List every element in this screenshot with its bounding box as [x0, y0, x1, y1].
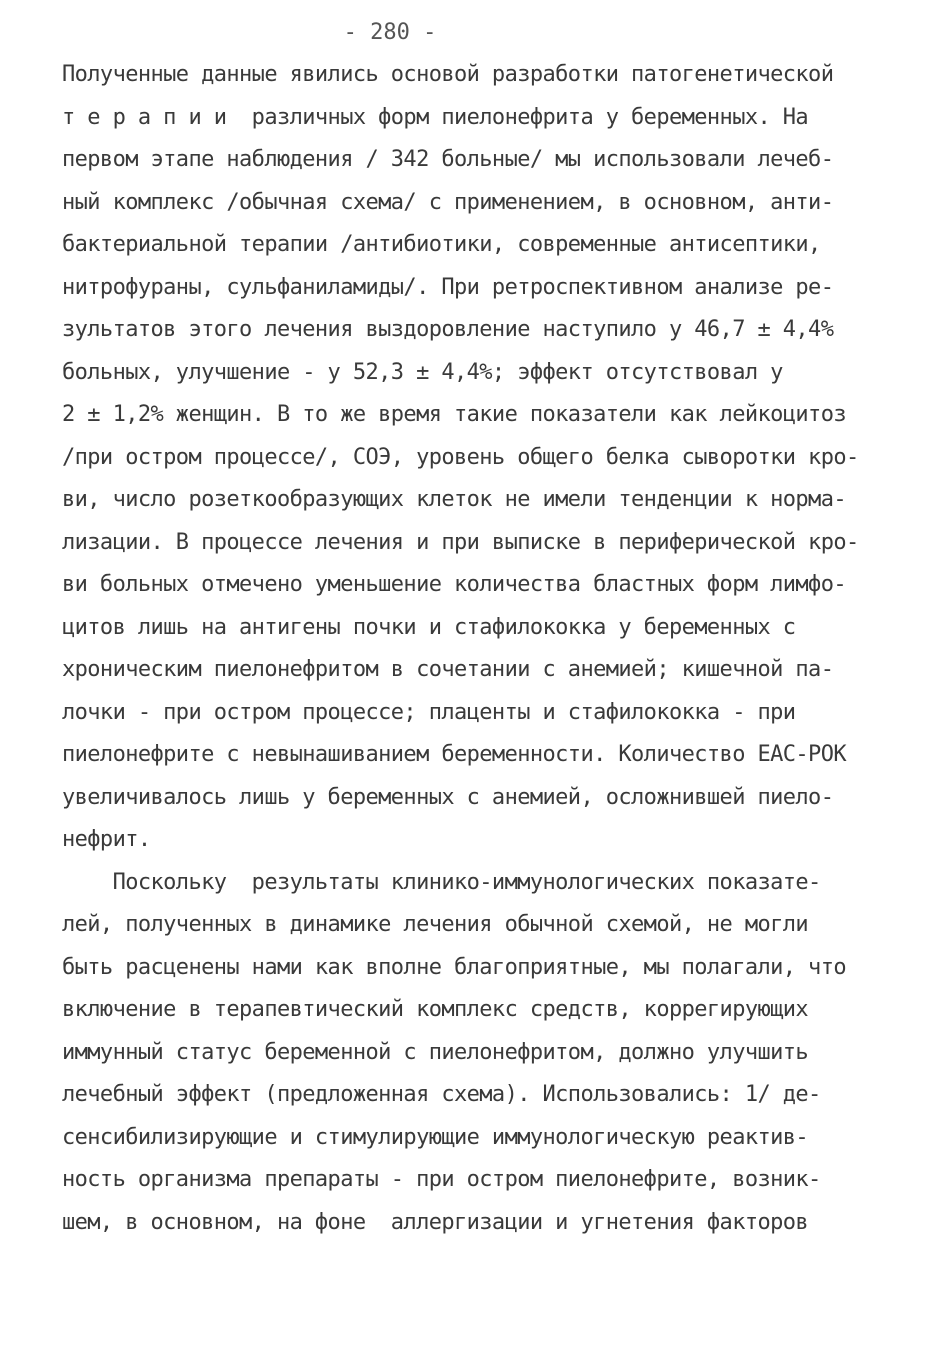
text-line: шем, в основном, на фоне аллергизации и угнетения факторов — [62, 1210, 809, 1235]
text-line: включение в терапевтический комплекс средств, коррегирующих — [62, 997, 809, 1022]
text-line: ный комплекс /обычная схема/ с применением, в основном, анти- — [62, 190, 834, 215]
text-line: /при остром процессе/, СОЭ, уровень общего белка сыворотки кро- — [62, 445, 859, 470]
text-line: лечебный эффект (предложенная схема). Использовались: 1/ де- — [62, 1082, 821, 1107]
text-line: хроническим пиелонефритом в сочетании с анемией; кишечной па- — [62, 657, 834, 682]
text-line: Поскольку результаты клинико-иммунологических показате- — [62, 870, 821, 895]
page-number: - 280 - — [343, 20, 437, 45]
text-line: ность организма препараты - при остром пиелонефрите, возник- — [62, 1167, 821, 1192]
text-line: пиелонефрите с невынашиванием беременности. Количество ЕАС-РОК — [62, 742, 846, 767]
text-line: сенсибилизирующие и стимулирующие иммунологическую реактив- — [62, 1125, 809, 1150]
text-line: первом этапе наблюдения / 342 больные/ мы использовали лечеб- — [62, 147, 834, 172]
text-line: т е р а п и и различных форм пиелонефрита у беременных. На — [62, 105, 809, 130]
text-line: быть расценены нами как вполне благоприятные, мы полагали, что — [62, 955, 846, 980]
text-line: лочки - при остром процессе; плаценты и стафилококка - при — [62, 700, 796, 725]
text-line: больных, улучшение - у 52,3 ± 4,4%; эффект отсутствовал у — [62, 360, 783, 385]
text-line: увеличивалось лишь у беременных с анемией, осложнившей пиело- — [62, 785, 834, 810]
text-line: Полученные данные явились основой разработки патогенетической — [62, 62, 834, 87]
text-line: нефрит. — [62, 827, 151, 852]
text-line: цитов лишь на антигены почки и стафилококка у беременных с — [62, 615, 796, 640]
text-line: ви больных отмечено уменьшение количества бластных форм лимфо- — [62, 572, 846, 597]
text-line: иммунный статус беременной с пиелонефритом, должно улучшить — [62, 1040, 809, 1065]
text-line: бактериальной терапии /антибиотики, современные антисептики, — [62, 232, 821, 257]
text-line: нитрофураны, сульфаниламиды/. При ретроспективном анализе ре- — [62, 275, 834, 300]
text-line: зультатов этого лечения выздоровление наступило у 46,7 ± 4,4% — [62, 317, 834, 342]
text-line: 2 ± 1,2% женщин. В то же время такие показатели как лейкоцитоз — [62, 402, 846, 427]
text-line: лизации. В процессе лечения и при выписке в периферической кро- — [62, 530, 859, 555]
text-line: лей, полученных в динамике лечения обычной схемой, не могли — [62, 912, 809, 937]
text-line: ви, число розеткообразующих клеток не имели тенденции к норма- — [62, 487, 846, 512]
